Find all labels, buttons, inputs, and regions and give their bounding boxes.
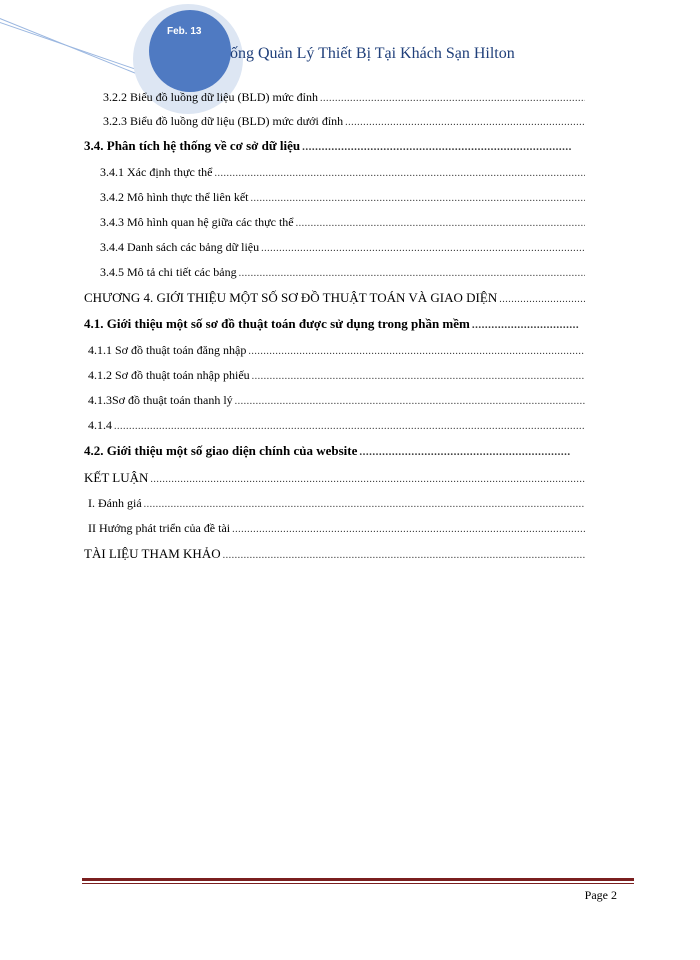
toc-entry[interactable] bbox=[100, 240, 585, 255]
toc-entry-label: 4.1.4 bbox=[88, 418, 112, 432]
toc-leader bbox=[223, 550, 585, 561]
toc-entry-label: 3.4.5 Mô tả chi tiết các bảng bbox=[100, 265, 237, 279]
toc-entry-label: 4.2. Giới thiệu một số giao diện chính của website bbox=[84, 443, 358, 458]
toc-entry-label: 4.1. Giới thiệu một số sơ đồ thuật toán được sử dụng trong phần mềm bbox=[84, 316, 470, 331]
toc-entry[interactable] bbox=[84, 316, 579, 332]
toc-entry[interactable] bbox=[88, 343, 585, 358]
toc-leader bbox=[320, 93, 585, 104]
toc-entry-label: 3.4.2 Mô hình thực thể liên kết bbox=[100, 190, 249, 204]
toc-entry[interactable] bbox=[88, 496, 585, 511]
toc-entry[interactable] bbox=[100, 165, 585, 180]
toc-entry[interactable] bbox=[103, 114, 585, 129]
toc-leader bbox=[232, 524, 585, 535]
toc-entry-label: 3.4. Phân tích hệ thống về cơ sở dữ liệu bbox=[84, 138, 301, 153]
toc-entry[interactable] bbox=[84, 138, 572, 154]
toc-entry-label: TÀI LIỆU THAM KHẢO bbox=[84, 546, 221, 561]
toc-entry-label: 3.2.3 Biểu đồ luồng dữ liệu (BLD) mức dưới đỉnh bbox=[103, 114, 344, 128]
toc-entry-label: 3.4.1 Xác định thực thể bbox=[100, 165, 213, 179]
toc-entry[interactable] bbox=[100, 190, 585, 205]
toc-leader bbox=[150, 474, 585, 485]
toc-leader bbox=[472, 319, 579, 331]
toc-leader bbox=[359, 446, 570, 458]
page-number: Page 2 bbox=[584, 888, 617, 902]
toc-entry[interactable] bbox=[88, 368, 585, 383]
footer-rule-thin bbox=[82, 883, 634, 884]
toc-entry-label: KẾT LUẬN bbox=[84, 470, 149, 485]
toc-entry-label: 3.2.2 Biểu đồ luồng dữ liệu (BLD) mức đỉnh bbox=[103, 90, 318, 104]
toc-entry-label: 4.1.3Sơ đồ thuật toán thanh lý bbox=[88, 393, 233, 407]
toc-leader bbox=[302, 141, 572, 153]
toc-entry[interactable] bbox=[84, 470, 585, 486]
toc-entry-label: I. Đánh giá bbox=[88, 496, 142, 510]
toc-leader bbox=[248, 346, 585, 357]
header-title: ống Quản Lý Thiết Bị Tại Khách Sạn Hilton bbox=[230, 45, 515, 62]
toc-entry-label: 4.1.2 Sơ đồ thuật toán nhập phiếu bbox=[88, 368, 250, 382]
toc-entry[interactable] bbox=[84, 546, 585, 562]
toc-leader bbox=[144, 499, 585, 510]
toc-leader bbox=[114, 421, 585, 432]
toc-entry-label: 3.4.3 Mô hình quan hệ giữa các thực thể bbox=[100, 215, 294, 229]
header-date: Feb. 13 bbox=[167, 26, 202, 37]
toc-leader bbox=[499, 294, 585, 305]
footer-rule-thick bbox=[82, 878, 634, 881]
toc-entry-label: 4.1.1 Sơ đồ thuật toán đăng nhập bbox=[88, 343, 247, 357]
toc-leader bbox=[296, 218, 585, 229]
toc-entry[interactable] bbox=[88, 418, 585, 433]
toc-leader bbox=[261, 243, 585, 254]
toc-leader bbox=[345, 117, 585, 128]
toc-entry[interactable] bbox=[88, 521, 585, 536]
toc-entry-label: II Hướng phát triển của đề tài bbox=[88, 521, 231, 535]
toc-entry-label: CHƯƠNG 4. GIỚI THIỆU MỘT SỐ SƠ ĐỒ THUẬT TOÁN VÀ GIAO DIỆN bbox=[84, 290, 498, 305]
toc-leader bbox=[235, 396, 585, 407]
toc-entry[interactable] bbox=[100, 215, 585, 230]
toc-entry-label: 3.4.4 Danh sách các bảng dữ liệu bbox=[100, 240, 260, 254]
toc-entry[interactable] bbox=[84, 443, 570, 459]
toc-entry[interactable] bbox=[88, 393, 585, 408]
toc-entry[interactable] bbox=[103, 90, 585, 105]
toc-entry[interactable] bbox=[84, 290, 585, 306]
toc-leader bbox=[250, 193, 585, 204]
toc-leader bbox=[214, 168, 585, 179]
toc-leader bbox=[239, 268, 585, 279]
toc-entry[interactable] bbox=[100, 265, 585, 280]
toc-leader bbox=[252, 371, 585, 382]
